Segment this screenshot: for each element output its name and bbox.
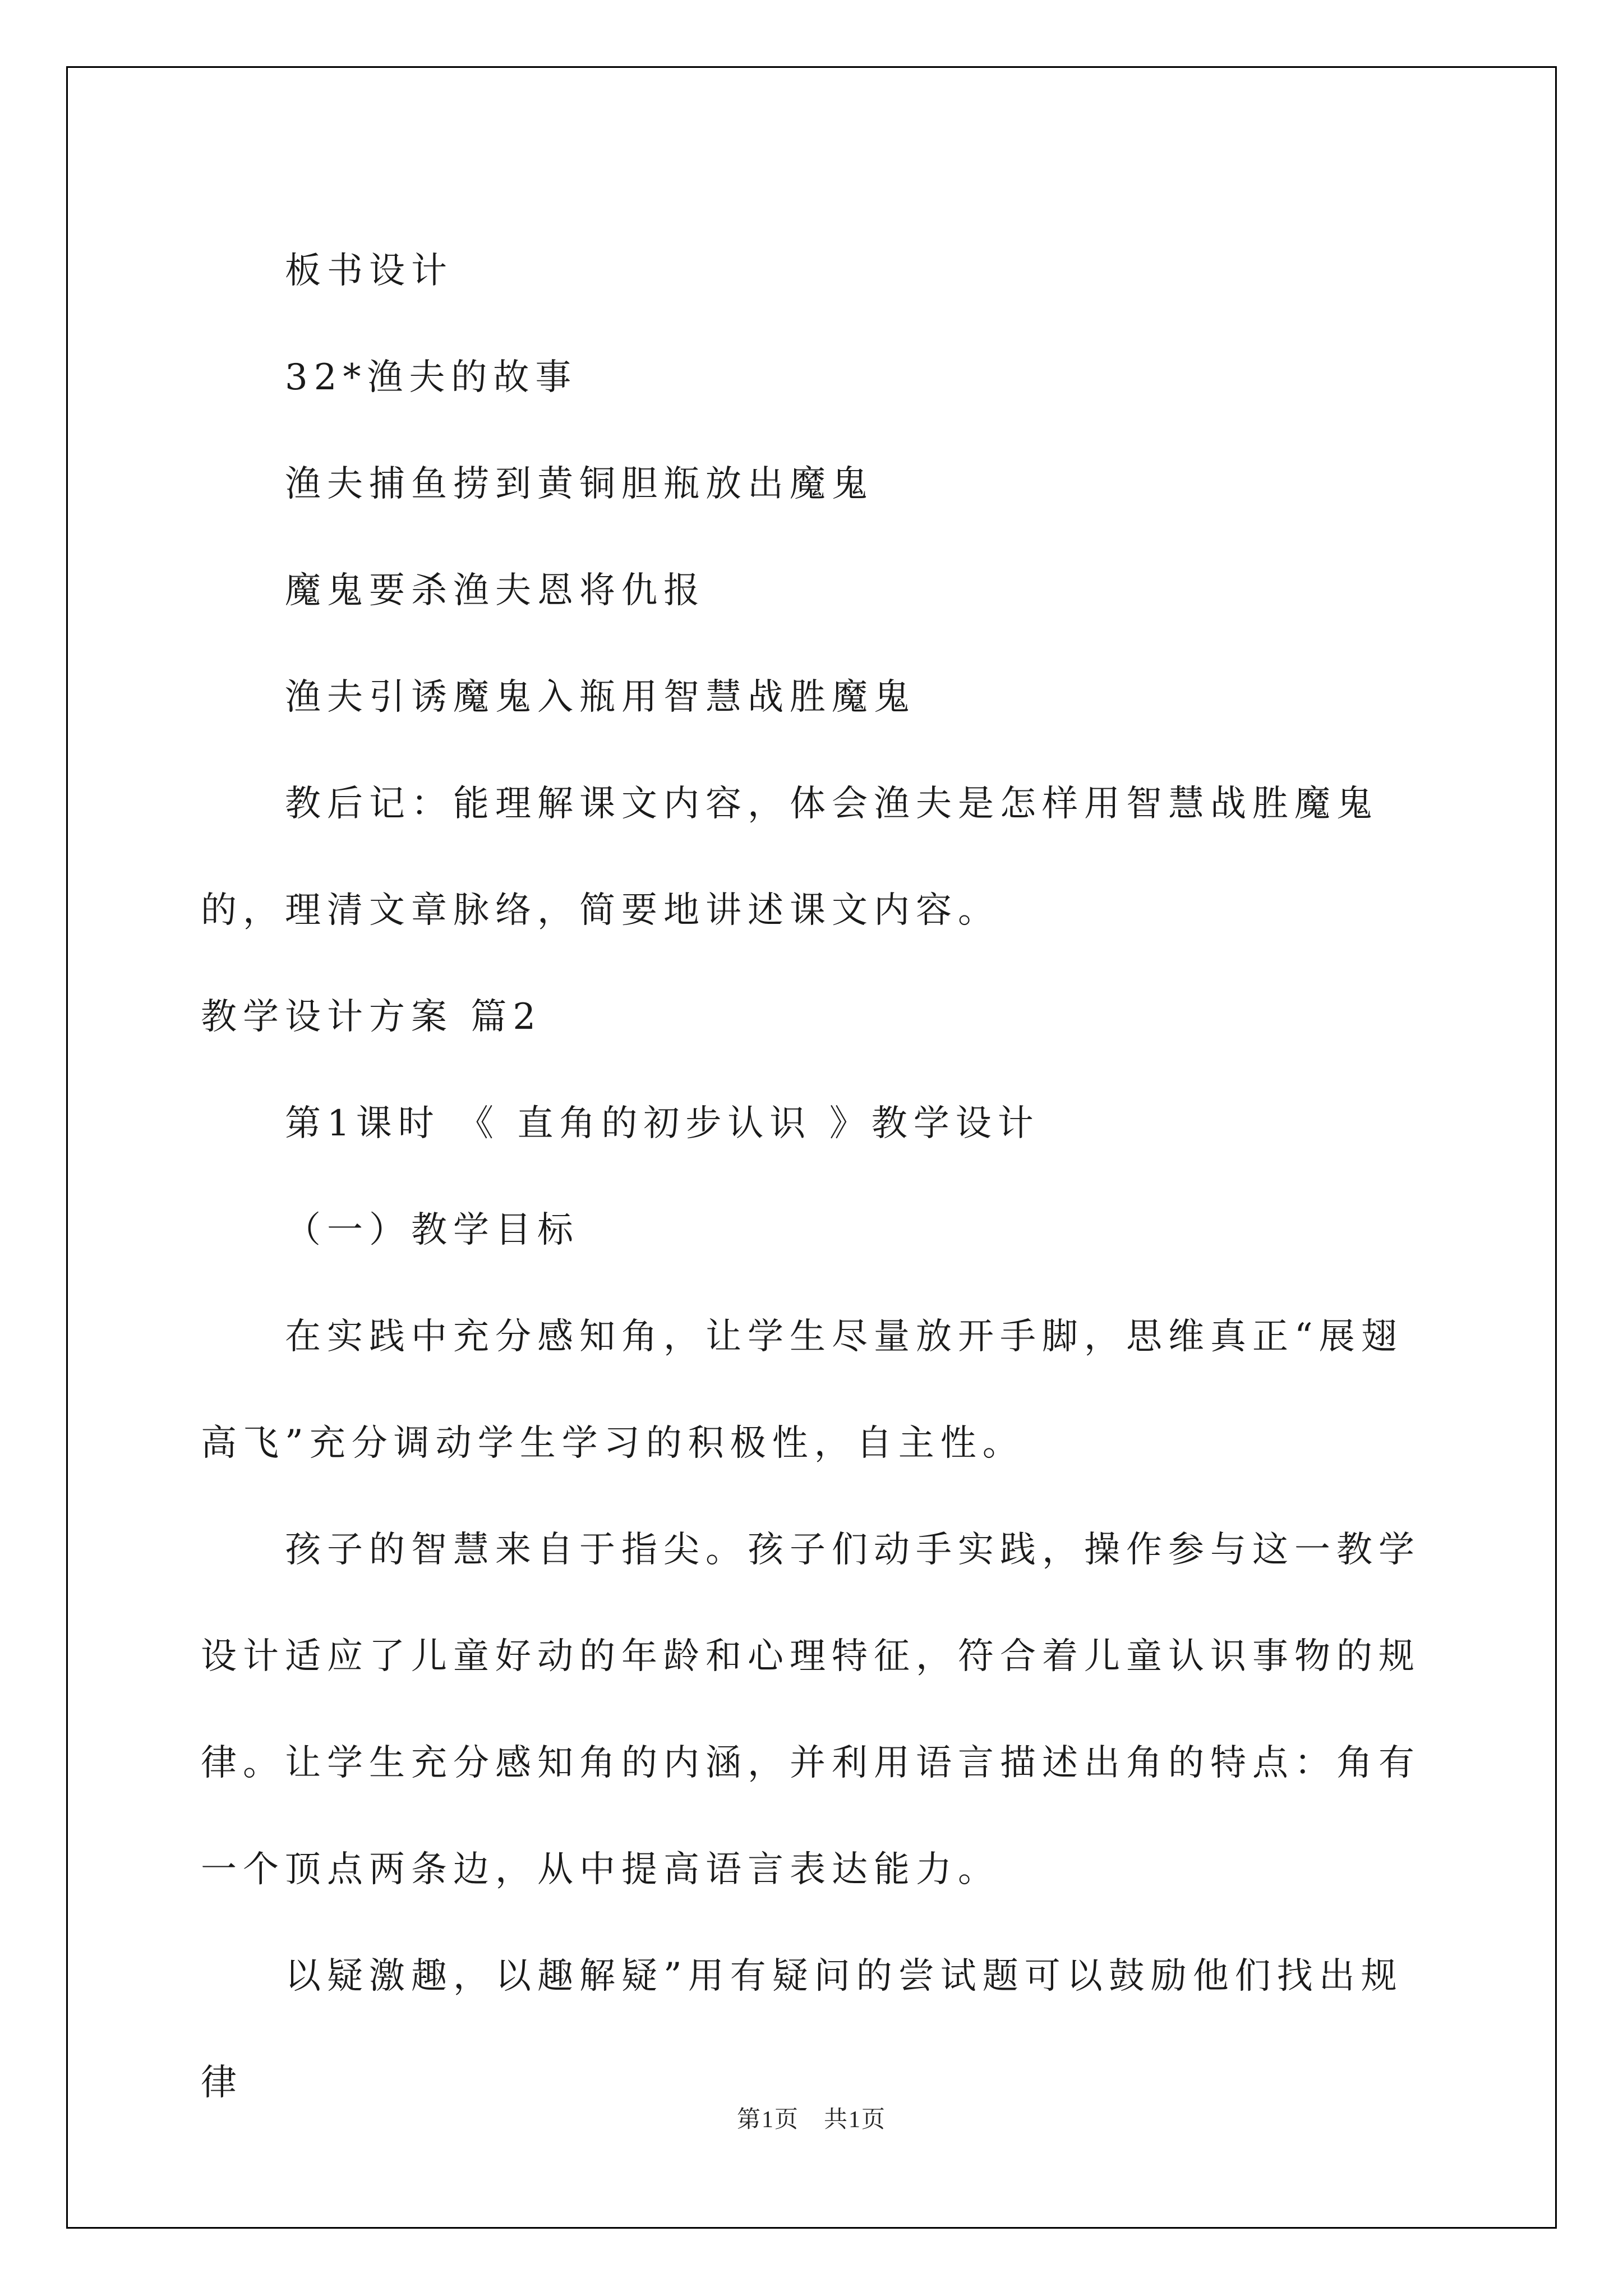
paragraph-lesson-heading: 第1课时 《 直角的初步认识 》教学设计	[285, 1103, 1040, 1144]
page-footer: 第1页 共1页	[736, 2107, 886, 2133]
section-heading: 教学设计方案 篇2	[201, 996, 542, 1038]
paragraph-board-design-title: 板书设计	[285, 250, 453, 292]
paragraph-board-line-2: 魔鬼要杀渔夫恩将仇报	[285, 570, 706, 611]
paragraph-objective-1: 在实践中充分感知角，让学生尽量放开手脚，思维真正“展翅高飞”充分调动学生学习的积极性，自主性。	[201, 1316, 1403, 1464]
paragraph-board-line-1: 渔夫捕鱼捞到黄铜胆瓶放出魔鬼	[285, 463, 874, 505]
paragraph-objective-3: 以疑激趣，以趣解疑”用有疑问的尝试题可以鼓励他们找出规律	[201, 1955, 1403, 2104]
document-body	[201, 218, 1422, 2136]
paragraph-objectives-heading: （一）教学目标	[285, 1209, 579, 1251]
paragraph-objective-2: 孩子的智慧来自于指尖。孩子们动手实践，操作参与这一教学设计适应了儿童好动的年龄和心理特征，符合着儿童认识事物的规律。让学生充分感知角的内涵，并利用语言描述出角的特点：角有一个顶点两条边，从中提高语言表达能力。	[201, 1529, 1421, 1890]
paragraph-teaching-reflection: 教后记：能理解课文内容，体会渔夫是怎样用智慧战胜魔鬼的，理清文章脉络，简要地讲述课文内容。	[201, 783, 1378, 931]
paragraph-board-line-3: 渔夫引诱魔鬼入瓶用智慧战胜魔鬼	[285, 677, 916, 718]
paragraph-lesson-title: 32*渔夫的故事	[285, 357, 578, 398]
